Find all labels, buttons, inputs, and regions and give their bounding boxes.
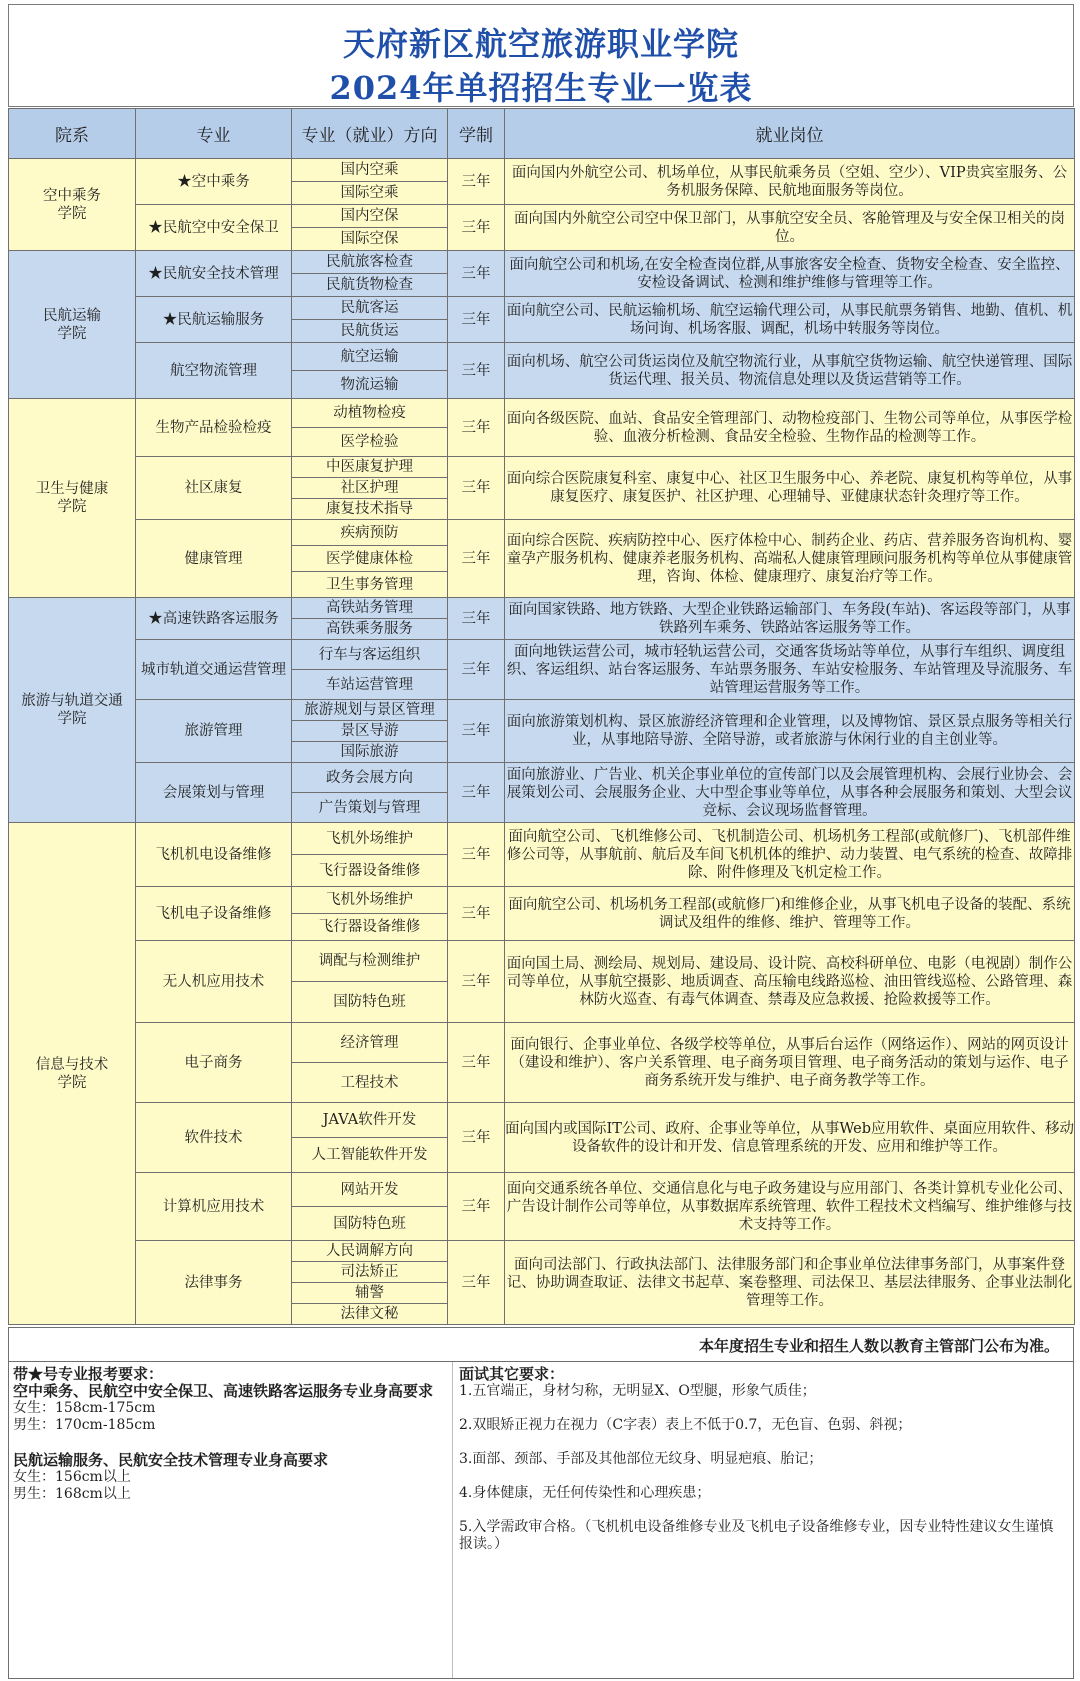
height-group1-title: 空中乘务、民航空中安全保卫、高速铁路客运服务专业身高要求	[13, 1382, 434, 1400]
years-cell: 三年	[448, 520, 505, 598]
table-row	[9, 399, 1075, 428]
years-cell: 三年	[448, 1173, 505, 1241]
table-row	[9, 343, 1075, 371]
jobs-cell: 面向国家铁路、地方铁路、大型企业铁路运输部门、车务段(车站)、客运段等部门，从事铁路列车乘务、铁路站客运服务等工作。	[505, 598, 1075, 640]
jobs-cell: 面向司法部门、行政执法部门、法律服务部门和企事业单位法律事务部门，从事案件登记、协助调查取证、法律文书起草、案卷整理、司法保卫、基层法律服务、企事业法制化管理等工作。	[505, 1241, 1075, 1325]
major-name: 飞机机电设备维修	[136, 823, 292, 887]
direction-cell: 民航货物检查	[292, 274, 448, 297]
direction-cell: 飞机外场维护	[292, 887, 448, 914]
major-name: ★民航空中安全保卫	[136, 205, 292, 251]
years-cell: 三年	[448, 700, 505, 763]
interview-item: 4.身体健康，无任何传染性和心理疾患；	[459, 1485, 711, 1501]
major-name: 城市轨道交通运营管理	[136, 640, 292, 700]
years-cell: 三年	[448, 1103, 505, 1173]
direction-cell: 医学健康体检	[292, 546, 448, 572]
jobs-cell: 面向综合医院康复科室、康复中心、社区卫生服务中心、养老院、康复机构等单位，从事康复医疗、康复医护、社区护理、心理辅导、亚健康状态针灸理疗等工作。	[505, 457, 1075, 520]
table-row	[9, 763, 1075, 793]
table-row	[9, 1023, 1075, 1063]
header-jobs: 就业岗位	[505, 109, 1075, 159]
direction-cell: 飞行器设备维修	[292, 855, 448, 887]
direction-cell: 广告策划与管理	[292, 793, 448, 823]
footer-divider	[452, 1362, 453, 1678]
major-name: 旅游管理	[136, 700, 292, 763]
direction-cell: 景区导游	[292, 721, 448, 742]
interview-item: 3.面部、颈部、手部及其他部位无纹身、明显疤痕、胎记；	[459, 1451, 823, 1467]
major-name: 健康管理	[136, 520, 292, 598]
jobs-cell: 面向国土局、测绘局、规划局、建设局、设计院、高校科研单位、电影（电视剧）制作公司等单位，从事航空摄影、地质调查、高压输电线路巡检、油田管线巡检、公路管理、森林防火巡查、有毒气体调查、禁毒及应急救援、抢险救援等工作。	[505, 941, 1075, 1023]
jobs-cell: 面向航空公司和机场,在安全检查岗位群,从事旅客安全检查、货物安全检查、安全监控、安检设备调试、检测和维护维修与管理等工作。	[505, 251, 1075, 297]
interview-requirements	[459, 1366, 1063, 1553]
direction-cell: 疾病预防	[292, 520, 448, 546]
direction-cell: 民航旅客检查	[292, 251, 448, 274]
years-cell: 三年	[448, 941, 505, 1023]
interview-item: 5.入学需政审合格。（飞机机电设备维修专业及飞机电子设备维修专业，因专业特性建议女生谨慎报读。）	[459, 1519, 1054, 1552]
college-name: 民航运输 学院	[9, 251, 136, 399]
jobs-cell: 面向银行、企事业单位、各级学校等单位，从事后台运作（网络运作）、网站的网页设计（建设和维护）、客户关系管理、电子商务项目管理、电子商务活动的策划与运作、电子商务系统开发与维护、电子商务教学等工作。	[505, 1023, 1075, 1103]
direction-cell: 民航货运	[292, 320, 448, 343]
jobs-cell: 面向各级医院、血站、食品安全管理部门、动物检疫部门、生物公司等单位，从事医学检验、血液分析检测、食品安全检验、生物作品的检测等工作。	[505, 399, 1075, 457]
title-box	[8, 4, 1074, 107]
jobs-cell: 面向国内外航空公司、机场单位，从事民航乘务员（空姐、空少）、VIP贵宾室服务、公务机服务保障、民航地面服务等岗位。	[505, 159, 1075, 205]
height-group1-female: 女生：158cm-175cm	[13, 1400, 156, 1416]
major-name: 法律事务	[136, 1241, 292, 1325]
table-row	[9, 887, 1075, 914]
table-row	[9, 297, 1075, 320]
years-cell: 三年	[448, 640, 505, 700]
major-name: 社区康复	[136, 457, 292, 520]
years-cell: 三年	[448, 297, 505, 343]
major-name: 航空物流管理	[136, 343, 292, 399]
header-years: 学制	[448, 109, 505, 159]
interview-item: 1.五官端正，身材匀称，无明显X、O型腿，形象气质佳；	[459, 1383, 816, 1399]
direction-cell: 政务会展方向	[292, 763, 448, 793]
table-row	[9, 1173, 1075, 1207]
years-cell: 三年	[448, 251, 505, 297]
years-cell: 三年	[448, 763, 505, 823]
major-name: ★民航运输服务	[136, 297, 292, 343]
direction-cell: 国防特色班	[292, 1207, 448, 1241]
table-row	[9, 205, 1075, 228]
notice-row	[8, 1327, 1074, 1362]
interview-item: 2.双眼矫正视力在视力（C字表）表上不低于0.7，无色盲、色弱、斜视；	[459, 1417, 912, 1433]
years-cell: 三年	[448, 343, 505, 399]
jobs-cell: 面向国内或国际IT公司、政府、企事业等单位，从事Web应用软件、桌面应用软件、移动设备软件的设计和开发、信息管理系统的开发、应用和维护等工作。	[505, 1103, 1075, 1173]
direction-cell: 物流运输	[292, 371, 448, 399]
college-name: 信息与技术 学院	[9, 823, 136, 1325]
direction-cell: 调配与检测维护	[292, 941, 448, 982]
direction-cell: 司法矫正	[292, 1262, 448, 1283]
major-name: 会展策划与管理	[136, 763, 292, 823]
major-name: 生物产品检验检疫	[136, 399, 292, 457]
direction-cell: 国内空保	[292, 205, 448, 228]
college-name: 空中乘务 学院	[9, 159, 136, 251]
direction-cell: 民航客运	[292, 297, 448, 320]
direction-cell: 社区护理	[292, 478, 448, 499]
jobs-cell: 面向国内外航空公司空中保卫部门，从事航空安全员、客舱管理及与安全保卫相关的岗位。	[505, 205, 1075, 251]
table-row	[9, 941, 1075, 982]
direction-cell: 法律文秘	[292, 1304, 448, 1325]
height-group2-female: 女生：156cm以上	[13, 1469, 131, 1485]
direction-cell: 人工智能软件开发	[292, 1138, 448, 1173]
major-name: ★高速铁路客运服务	[136, 598, 292, 640]
direction-cell: 经济管理	[292, 1023, 448, 1063]
direction-cell: 旅游规划与景区管理	[292, 700, 448, 721]
direction-cell: JAVA软件开发	[292, 1103, 448, 1138]
jobs-cell: 面向旅游业、广告业、机关企事业单位的宣传部门以及会展管理机构、会展行业协会、会展策划公司、会展服务企业、大中型企事业等单位，从事各种会展服务和策划、大型会议竞标、会议现场监督管理。	[505, 763, 1075, 823]
direction-cell: 国内空乘	[292, 159, 448, 182]
direction-cell: 航空运输	[292, 343, 448, 371]
years-cell: 三年	[448, 399, 505, 457]
direction-cell: 人民调解方向	[292, 1241, 448, 1262]
jobs-cell: 面向交通系统各单位、交通信息化与电子政务建设与应用部门、各类计算机专业化公司、广告设计制作公司等单位，从事数据库系统管理、软件工程技术文档编写、维护维修与技术支持等工作。	[505, 1173, 1075, 1241]
years-cell: 三年	[448, 159, 505, 205]
years-cell: 三年	[448, 1023, 505, 1103]
direction-cell: 网站开发	[292, 1173, 448, 1207]
years-cell: 三年	[448, 205, 505, 251]
table-row	[9, 640, 1075, 670]
page-title: 天府新区航空旅游职业学院	[342, 25, 739, 63]
years-cell: 三年	[448, 887, 505, 941]
table-row	[9, 700, 1075, 721]
direction-cell: 车站运营管理	[292, 670, 448, 700]
height-requirements	[13, 1366, 445, 1503]
header-major: 专业	[136, 109, 292, 159]
admissions-sheet	[8, 4, 1074, 1678]
years-cell: 三年	[448, 1241, 505, 1325]
direction-cell: 国际旅游	[292, 742, 448, 763]
jobs-cell: 面向地铁运营公司，城市轻轨运营公司，交通客货场站等单位，从事行车组织、调度组织、客运组织、站台客运服务、车站票务服务、车站安检服务、车站管理及导流服务、车站管理运营服务等工作。	[505, 640, 1075, 700]
direction-cell: 动植物检疫	[292, 399, 448, 428]
jobs-cell: 面向旅游策划机构、景区旅游经济管理和企业管理，以及博物馆、景区景点服务等相关行业，从事地陪导游、全陪导游，或者旅游与休闲行业的自主创业等。	[505, 700, 1075, 763]
direction-cell: 中医康复护理	[292, 457, 448, 478]
majors-table	[8, 108, 1075, 1325]
years-cell: 三年	[448, 823, 505, 887]
table-row	[9, 251, 1075, 274]
major-name: 电子商务	[136, 1023, 292, 1103]
table-row	[9, 598, 1075, 619]
requirements-footer	[8, 1361, 1074, 1679]
height-group2-title: 民航运输服务、民航安全技术管理专业身高要求	[13, 1451, 329, 1469]
major-name: 无人机应用技术	[136, 941, 292, 1023]
notice-text: 本年度招生专业和招生人数以教育主管部门公布为准。	[698, 1337, 1059, 1355]
direction-cell: 高铁乘务服务	[292, 619, 448, 640]
major-name: ★民航安全技术管理	[136, 251, 292, 297]
jobs-cell: 面向航空公司、机场机务工程部(或航修厂)和维修企业，从事飞机电子设备的装配、系统调试及组件的维修、维护、管理等工作。	[505, 887, 1075, 941]
table-header-row	[9, 109, 1075, 159]
table-row	[9, 1103, 1075, 1138]
years-cell: 三年	[448, 598, 505, 640]
college-name: 卫生与健康 学院	[9, 399, 136, 598]
major-name: 软件技术	[136, 1103, 292, 1173]
direction-cell: 工程技术	[292, 1063, 448, 1103]
interview-heading: 面试其它要求：	[459, 1365, 565, 1383]
direction-cell: 康复技术指导	[292, 499, 448, 520]
spacer	[13, 1434, 445, 1452]
direction-cell: 辅警	[292, 1283, 448, 1304]
direction-cell: 飞机外场维护	[292, 823, 448, 855]
years-cell: 三年	[448, 457, 505, 520]
table-row	[9, 1241, 1075, 1262]
major-name: 计算机应用技术	[136, 1173, 292, 1241]
table-row	[9, 520, 1075, 546]
direction-cell: 医学检验	[292, 428, 448, 457]
table-row	[9, 823, 1075, 855]
page-subtitle: 2024年单招招生专业一览表	[329, 69, 753, 107]
major-name: 飞机电子设备维修	[136, 887, 292, 941]
direction-cell: 高铁站务管理	[292, 598, 448, 619]
height-group1-male: 男生：170cm-185cm	[13, 1417, 156, 1433]
direction-cell: 国防特色班	[292, 982, 448, 1023]
direction-cell: 卫生事务管理	[292, 572, 448, 598]
jobs-cell: 面向航空公司、民航运输机场、航空运输代理公司，从事民航票务销售、地勤、值机、机场问询、机场客服、调配，机场中转服务等岗位。	[505, 297, 1075, 343]
table-body	[9, 159, 1075, 1325]
college-name: 旅游与轨道交通 学院	[9, 598, 136, 823]
direction-cell: 飞行器设备维修	[292, 914, 448, 941]
jobs-cell: 面向航空公司、飞机维修公司、飞机制造公司、机场机务工程部(或航修厂)、飞机部件维修公司等，从事航前、航后及车间飞机机体的维护、动力装置、电气系统的检查、故障排除、附件修理及飞机定检工作。	[505, 823, 1075, 887]
major-name: ★空中乘务	[136, 159, 292, 205]
direction-cell: 国际空保	[292, 228, 448, 251]
table-row	[9, 159, 1075, 182]
height-heading: 带★号专业报考要求：	[13, 1365, 164, 1383]
jobs-cell: 面向综合医院、疾病防控中心、医疗体检中心、制药企业、药店、营养服务咨询机构、婴童孕产服务机构、健康养老服务机构、高端私人健康管理顾问服务机构等单位从事健康管理，咨询、体检、健康理疗、康复治疗等工作。	[505, 520, 1075, 598]
height-group2-male: 男生：168cm以上	[13, 1486, 131, 1502]
direction-cell: 行车与客运组织	[292, 640, 448, 670]
header-college: 院系	[9, 109, 136, 159]
header-direction: 专业（就业）方向	[292, 109, 448, 159]
direction-cell: 国际空乘	[292, 182, 448, 205]
jobs-cell: 面向机场、航空公司货运岗位及航空物流行业，从事航空货物运输、航空快递管理、国际货运代理、报关员、物流信息处理以及货运营销等工作。	[505, 343, 1075, 399]
table-row	[9, 457, 1075, 478]
